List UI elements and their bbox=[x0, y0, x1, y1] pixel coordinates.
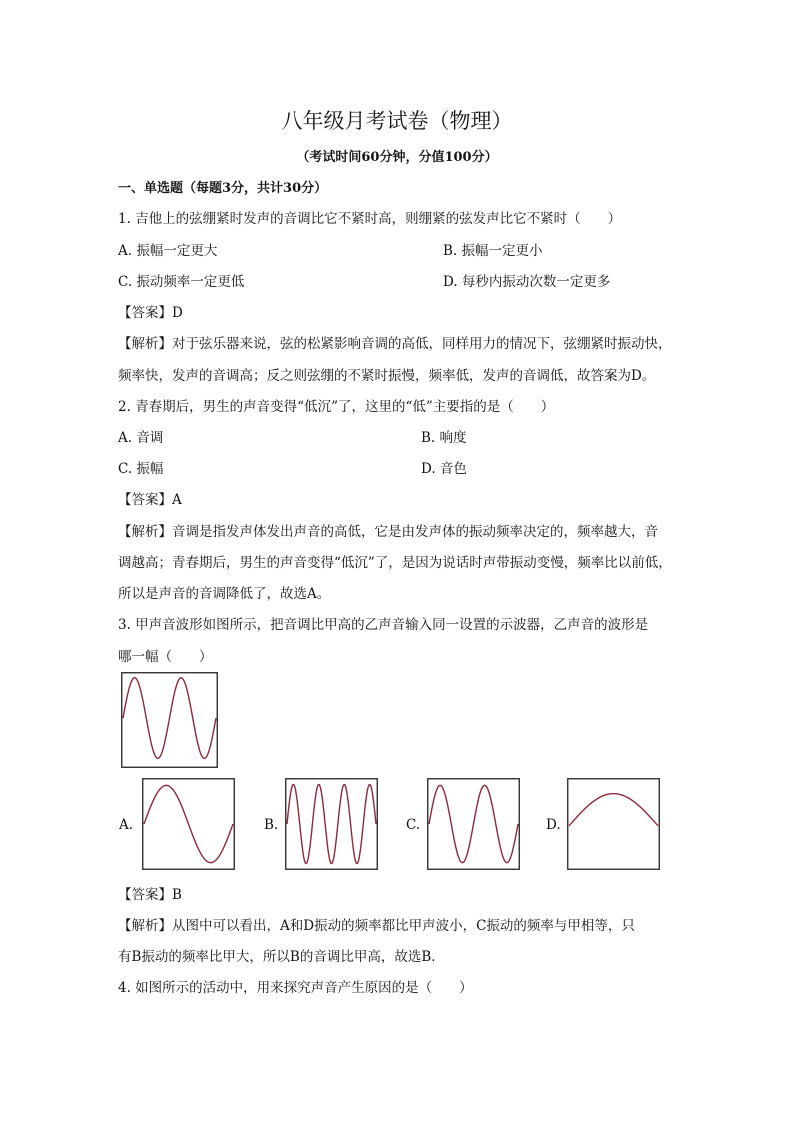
q2-stem: 2. 青春期后，男生的声音变得“低沉”了，这里的“低”主要指的是（ ） bbox=[118, 399, 555, 415]
option-d-label: D. bbox=[546, 817, 561, 833]
q1-stem: 1. 吉他上的弦绷紧时发声的音调比它不紧时高，则绷紧的弦发声比它不紧时（ ） bbox=[118, 211, 622, 227]
option-c-label: C. bbox=[406, 817, 421, 833]
q3-stem-line2: 哪一幅（ ） bbox=[118, 649, 213, 665]
sine-wave bbox=[569, 794, 658, 826]
q1-analysis-line2: 频率快，发声的音调高；反之则弦绷的不紧时振慢，频率低，发声的音调低，故答案为D。 bbox=[118, 368, 656, 384]
q2-analysis-line2: 调越高；青春期后，男生的声音变得“低沉”了，是因为说话时声带振动变慢，频率比以前低， bbox=[118, 555, 672, 571]
option-a-label: A. bbox=[119, 817, 134, 833]
sine-wave bbox=[144, 785, 233, 862]
q3-stem-line1: 3. 甲声音波形如图所示，把音调比甲高的乙声音输入同一设置的示波器，乙声音的波形是 bbox=[118, 617, 649, 633]
option-b-label: B. bbox=[264, 817, 279, 833]
q2-option-b: B. 响度 bbox=[421, 430, 467, 446]
q1-option-c: C. 振动频率一定更低 bbox=[118, 274, 245, 290]
q2-option-d: D. 音色 bbox=[421, 461, 467, 477]
q1-option-b: B. 振幅一定更小 bbox=[443, 243, 543, 259]
waveform-option-a bbox=[142, 778, 235, 870]
q2-option-c: C. 振幅 bbox=[118, 461, 164, 477]
oscilloscope-frame bbox=[568, 779, 660, 870]
q2-option-a: A. 音调 bbox=[118, 430, 164, 446]
sine-wave bbox=[123, 678, 216, 759]
q1-answer: 【答案】D bbox=[118, 305, 183, 321]
waveform-option-d bbox=[567, 778, 660, 870]
waveform-jia bbox=[121, 672, 218, 768]
q3-analysis-line2: 有B振动的频率比甲大，所以B的音调比甲高，故选B． bbox=[118, 949, 445, 965]
q3-analysis-line1: 【解析】从图中可以看出，A和D振动的频率都比甲声波小，C振动的频率与甲相等，只 bbox=[118, 918, 635, 934]
q1-analysis-line1: 【解析】对于弦乐器来说，弦的松紧影响音调的高低，同样用力的情况下，弦绷紧时振动快， bbox=[118, 336, 672, 352]
page-title: 八年级月考试卷（物理） bbox=[281, 109, 513, 133]
q2-analysis-line1: 【解析】音调是指发声体发出声音的高低，它是由发声体的振动频率决定的，频率越大，音 bbox=[118, 524, 658, 540]
q2-answer: 【答案】A bbox=[118, 492, 182, 508]
q1-option-d: D. 每秒内振动次数一定更多 bbox=[443, 274, 611, 290]
q4-stem: 4. 如图所示的活动中，用来探究声音产生原因的是（ ） bbox=[118, 980, 473, 996]
sine-wave bbox=[287, 784, 376, 863]
waveform-option-c bbox=[427, 778, 520, 870]
exam-info: （考试时间60分钟，分值100分） bbox=[296, 150, 498, 165]
section-heading: 一、单选题（每题3分，共计30分） bbox=[118, 181, 328, 196]
q2-analysis-line3: 所以是声音的音调降低了，故选A。 bbox=[118, 586, 331, 602]
q3-answer: 【答案】B bbox=[118, 887, 182, 903]
q1-option-a: A. 振幅一定更大 bbox=[118, 243, 218, 259]
waveform-option-b bbox=[285, 778, 378, 870]
sine-wave bbox=[429, 785, 518, 862]
